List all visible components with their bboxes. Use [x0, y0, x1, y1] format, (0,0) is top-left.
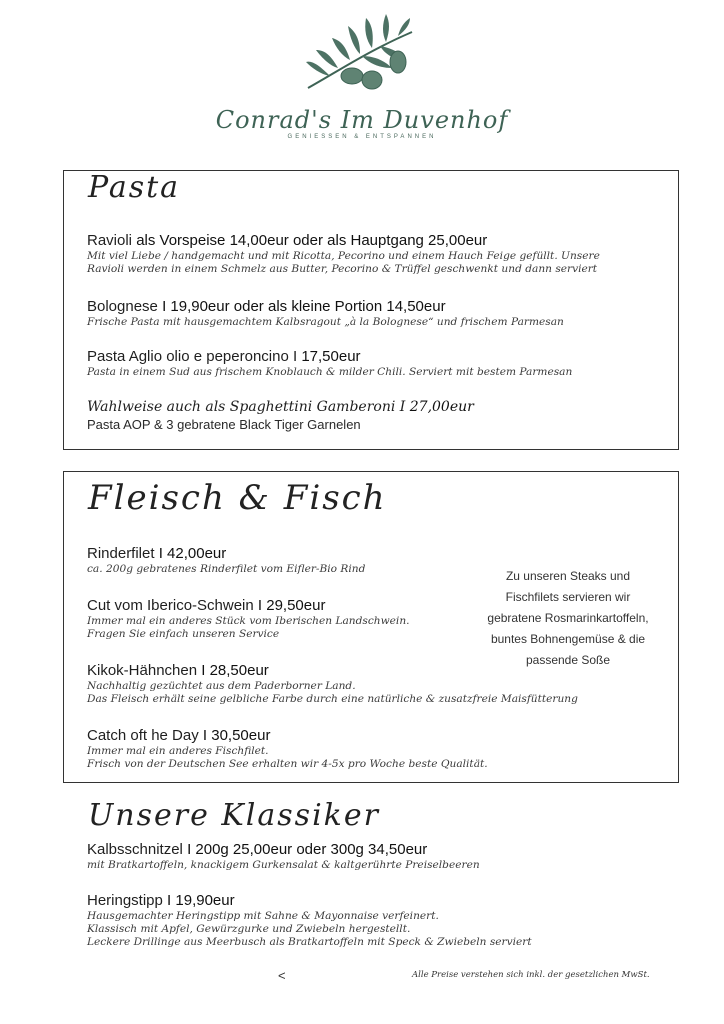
item-price: I 30,50eur — [202, 727, 271, 744]
item-price: 17,50eur — [301, 348, 361, 365]
item-name: Wahlweise auch als Spaghettini Gamberoni I — [87, 399, 410, 415]
menu-item-aglio-olio — [87, 348, 687, 379]
item-description: Frische Pasta mit hausgemachtem Kalbsragout „à la Bolognese“ und frischem Parmesan — [87, 316, 564, 328]
pasta-heading: Pasta — [88, 170, 181, 205]
item-description: Mit viel Liebe / handgemacht und mit Ricotta, Pecorino und einem Hauch Feige gefüllt. Unsere — [87, 250, 600, 262]
item-name: Pasta Aglio olio e peperoncino I — [87, 348, 302, 365]
menu-item-heringstipp — [87, 892, 687, 949]
item-description: ca. 200g gebratenes Rinderfilet vom Eifler-Bio Rind — [87, 563, 366, 575]
item-description: Nachhaltig gezüchtet aus dem Paderborner Land. — [87, 680, 356, 692]
menu-item-gamberoni — [87, 398, 687, 433]
item-price: als Vorspeise 14,00eur oder als Hauptgang 25,00eur — [136, 232, 488, 249]
item-name: Kikok-Hähnchen — [87, 662, 202, 679]
item-description: Immer mal ein anderes Fischfilet. — [87, 745, 269, 757]
fleisch-fisch-heading: Fleisch & Fisch — [88, 478, 387, 518]
item-description: Pasta AOP & 3 gebratene Black Tiger Garnelen — [87, 417, 361, 432]
brand-tagline: GENIESSEN & ENTSPANNEN — [287, 134, 437, 140]
item-description: Ravioli werden in einem Schmelz aus Butter, Pecorino & Trüffel geschwenkt und dann serviert — [87, 263, 598, 275]
restaurant-logo — [0, 8, 724, 148]
item-price: I 200g 25,00eur oder 300g 34,50eur — [187, 841, 428, 858]
previous-page-arrow[interactable]: < — [278, 968, 286, 983]
menu-item-ravioli — [87, 232, 687, 276]
item-description: Frisch von der Deutschen See erhalten wir 4-5x pro Woche beste Qualität. — [87, 758, 488, 770]
item-description: Das Fleisch erhält seine gelbliche Farbe durch eine natürliche & zusatzfreie Maisfütterung — [87, 693, 578, 705]
item-description: Pasta in einem Sud aus frischem Knoblauch & milder Chili. Serviert mit bestem Parmesan — [87, 366, 573, 378]
item-price: I 28,50eur — [201, 662, 269, 679]
item-description: Klassisch mit Apfel, Gewürzgurke und Zwiebeln hergestellt. — [87, 923, 411, 935]
item-price: I 19,90eur — [167, 892, 235, 909]
item-name: Bolognese — [87, 298, 163, 315]
item-description: Hausgemachter Heringstipp mit Sahne & Mayonnaise verfeinert. — [87, 910, 439, 922]
item-description: Fragen Sie einfach unseren Service — [87, 628, 280, 640]
menu-item-bolognese — [87, 298, 687, 329]
item-name: Kalbsschnitzel — [87, 841, 188, 858]
item-description: Leckere Drillinge aus Meerbusch als Bratkartoffeln mit Speck & Zwiebeln serviert — [87, 936, 532, 948]
price-disclaimer: Alle Preise verstehen sich inkl. der gesetzlichen MwSt. — [412, 970, 650, 980]
item-price: I 29,50eur — [257, 597, 326, 614]
item-price: 27,00eur — [409, 399, 474, 415]
item-description: mit Bratkartoffeln, knackigem Gurkensalat & kaltgerührte Preiselbeeren — [87, 859, 480, 871]
brand-name: Conrad's Im Duvenhof — [215, 106, 509, 134]
menu-item-catch-of-the-day — [87, 727, 687, 771]
item-price: I 42,00eur — [158, 545, 227, 562]
item-price: I 19,90eur oder als kleine Portion 14,50eur — [162, 298, 446, 315]
menu-item-kalbsschnitzel — [87, 841, 687, 872]
item-name: Rinderfilet — [87, 545, 159, 562]
item-name: Ravioli — [87, 232, 137, 249]
klassiker-heading: Unsere Klassiker — [88, 798, 380, 833]
item-name: Cut vom Iberico-Schwein — [87, 597, 258, 614]
olive-branch-icon — [300, 10, 420, 100]
item-name: Heringstipp — [87, 892, 168, 909]
item-description: Immer mal ein anderes Stück vom Iberischen Landschwein. — [87, 615, 410, 627]
side-dish-note: Zu unseren Steaks und Fischfilets servieren wir gebratene Rosmarinkartoffeln, buntes Bohnengemüse & die passende Soße — [487, 569, 649, 667]
item-name: Catch oft he Day — [87, 727, 203, 744]
